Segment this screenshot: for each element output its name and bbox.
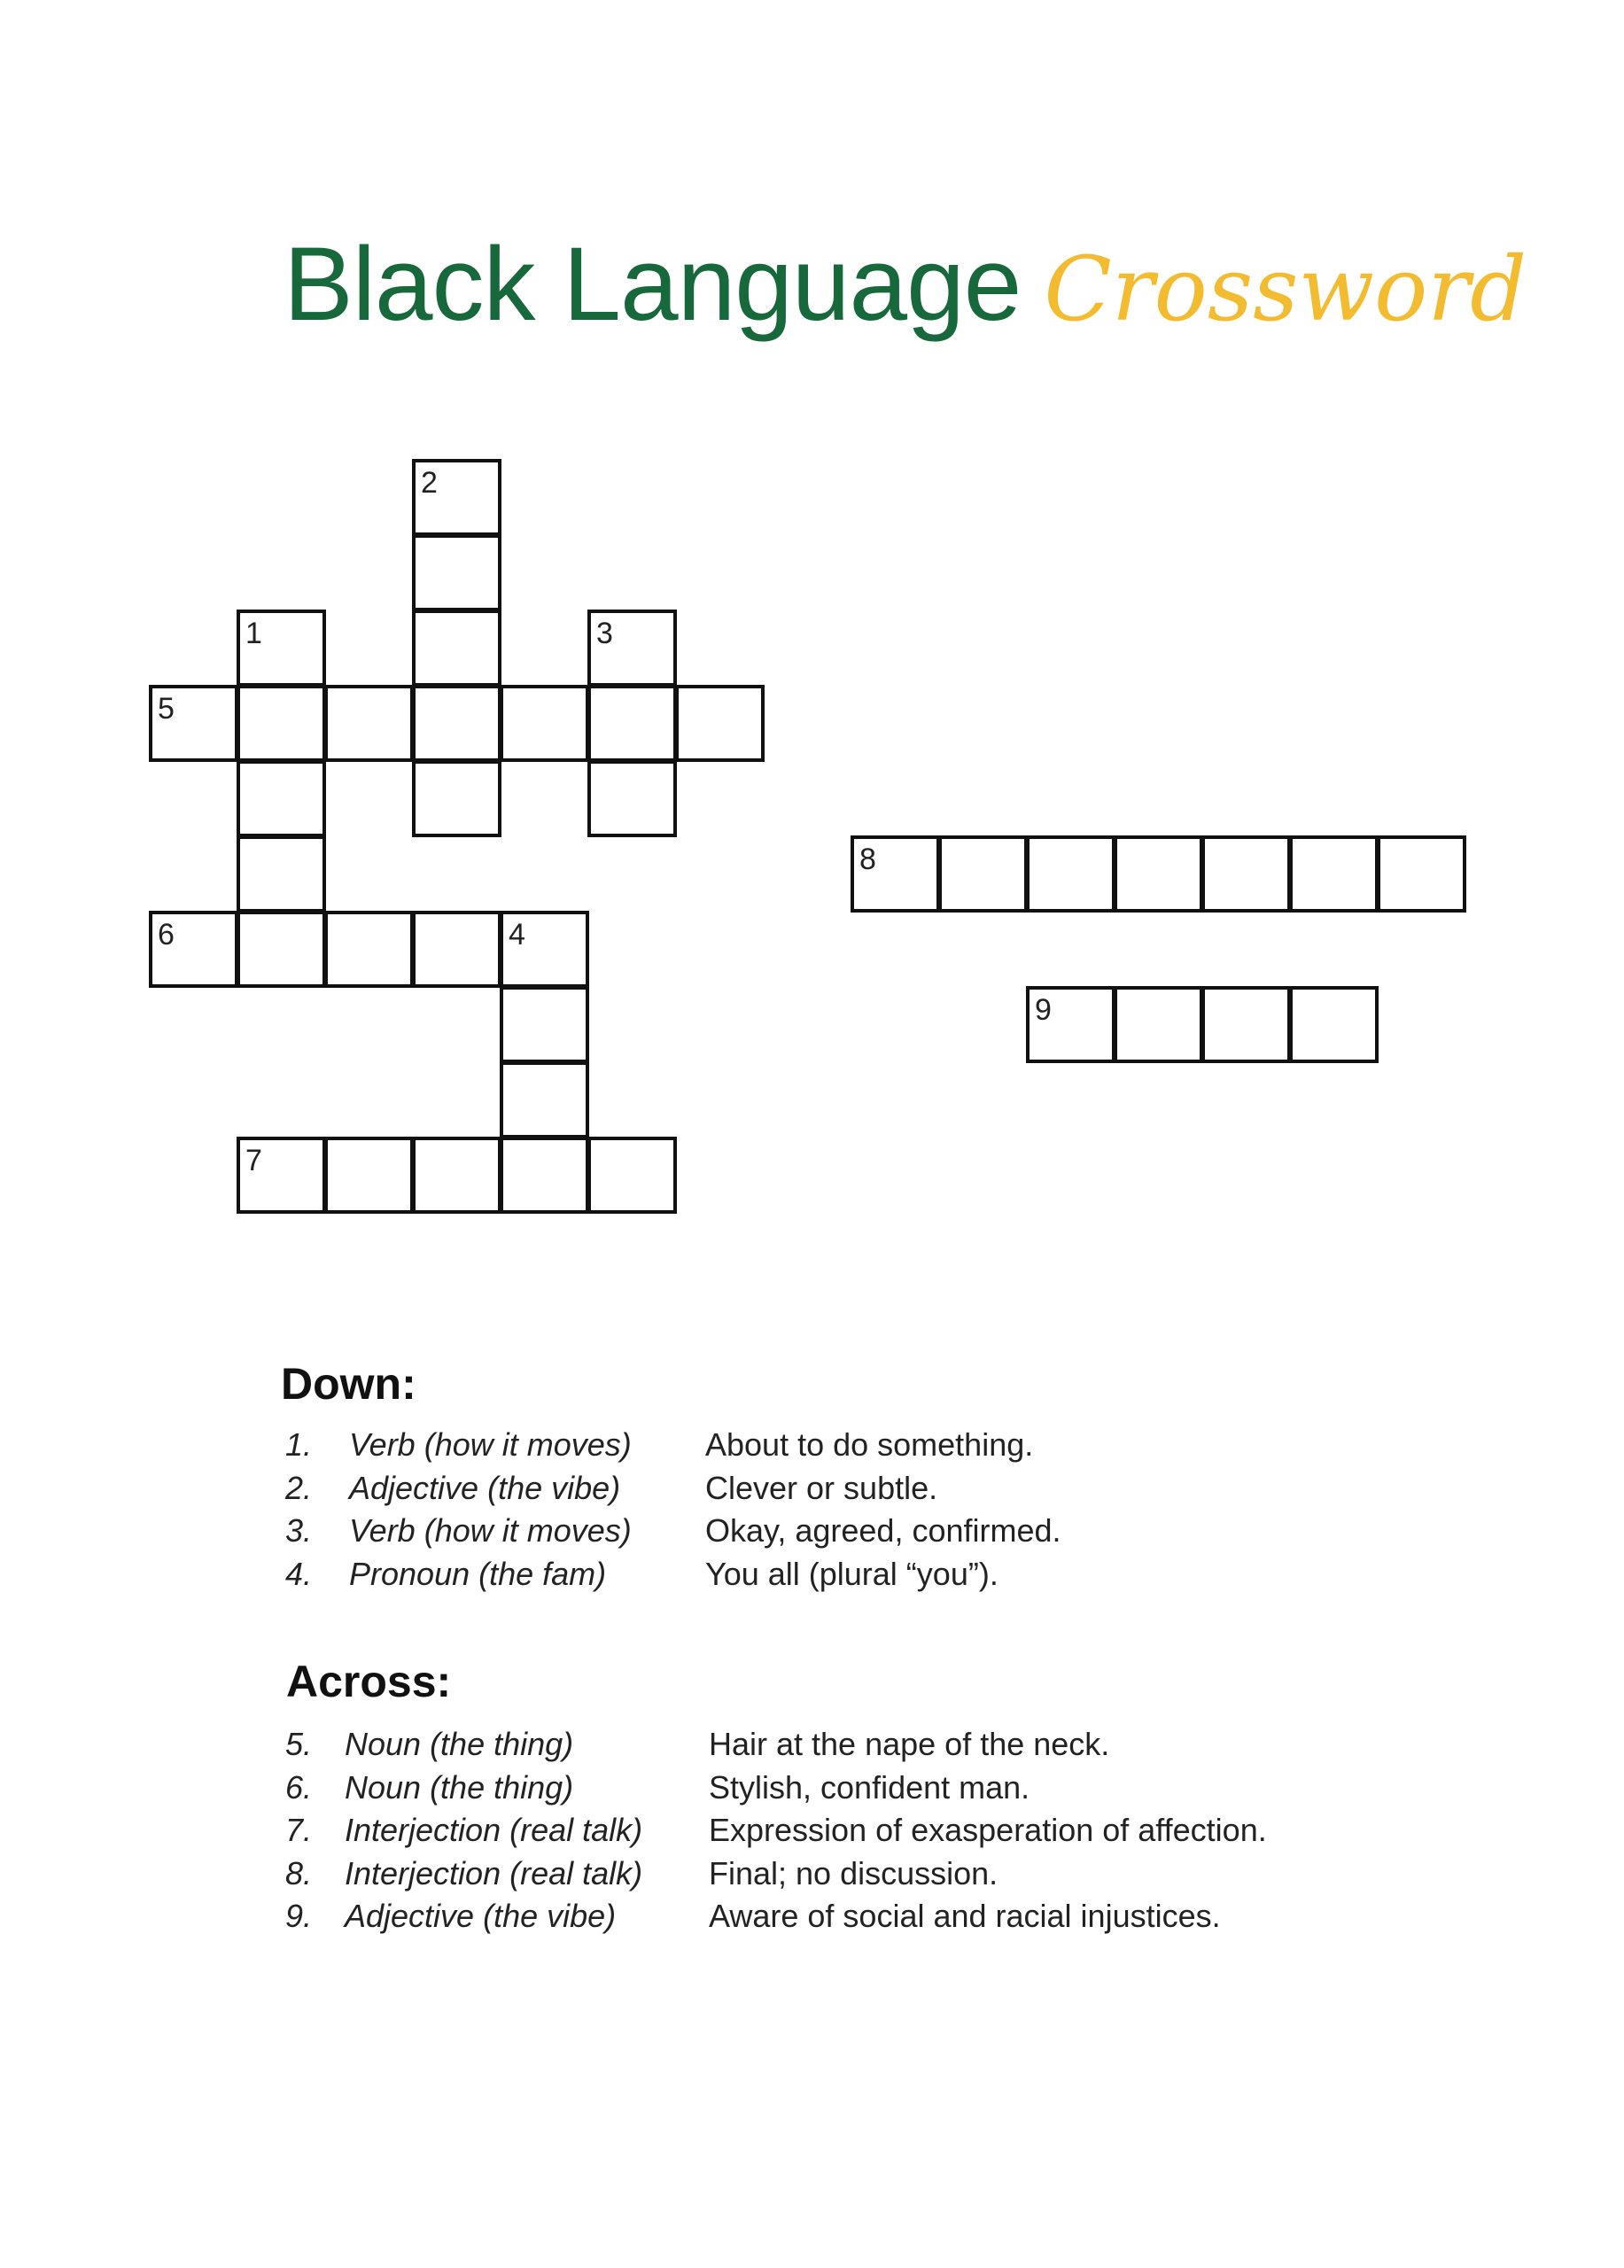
grid-cell[interactable] xyxy=(412,534,501,611)
grid-cell[interactable] xyxy=(237,760,326,837)
cell-number: 7 xyxy=(245,1144,262,1177)
clue-part-of-speech: Verb (how it moves) xyxy=(349,1426,632,1463)
clue-number: 9. xyxy=(285,1898,313,1934)
clue-definition: You all (plural “you”). xyxy=(705,1555,998,1592)
clue-part-of-speech: Interjection (real talk) xyxy=(345,1812,643,1848)
across-clue xyxy=(285,1723,1348,1767)
grid-cell[interactable] xyxy=(851,835,940,913)
grid-cell[interactable] xyxy=(237,835,326,913)
clue-number: 3. xyxy=(285,1512,313,1549)
clue-definition: Clever or subtle. xyxy=(705,1469,938,1506)
grid-cell[interactable] xyxy=(237,610,326,687)
grid-cell[interactable] xyxy=(500,986,589,1063)
grid-cell[interactable] xyxy=(1377,835,1466,913)
grid-cell[interactable] xyxy=(237,911,326,988)
down-clue xyxy=(285,1424,1083,1467)
grid-cell[interactable] xyxy=(237,685,326,762)
clue-part-of-speech: Noun (the thing) xyxy=(345,1768,574,1806)
clue-number: 6. xyxy=(285,1768,313,1806)
across-clue xyxy=(285,1895,1348,1938)
page-title xyxy=(284,226,1527,343)
grid-cell[interactable] xyxy=(1289,835,1379,913)
cell-number: 4 xyxy=(509,918,525,951)
grid-cell[interactable] xyxy=(587,1137,677,1214)
clue-number: 4. xyxy=(285,1555,313,1592)
grid-cell[interactable] xyxy=(237,1137,326,1214)
cell-number: 1 xyxy=(245,617,262,650)
clue-definition: Final; no discussion. xyxy=(709,1854,998,1891)
grid-cell[interactable] xyxy=(412,610,501,687)
grid-cell[interactable] xyxy=(1114,986,1203,1063)
across-clue xyxy=(285,1852,1348,1896)
clue-part-of-speech: Verb (how it moves) xyxy=(349,1512,632,1549)
cell-number: 5 xyxy=(158,692,175,726)
clue-number: 1. xyxy=(285,1426,313,1463)
clue-definition: Expression of exasperation of affection. xyxy=(709,1812,1267,1848)
grid-cell[interactable] xyxy=(412,459,501,536)
clue-definition: About to do something. xyxy=(705,1426,1034,1463)
grid-cell[interactable] xyxy=(587,685,677,762)
cell-number: 9 xyxy=(1035,993,1052,1027)
clue-number: 5. xyxy=(285,1726,313,1762)
grid-cell[interactable] xyxy=(1114,835,1203,913)
title-main: Black Language xyxy=(284,226,1022,343)
grid-cell[interactable] xyxy=(412,1137,501,1214)
down-clue xyxy=(285,1467,1083,1511)
down-heading: Down: xyxy=(281,1359,416,1409)
grid-cell[interactable] xyxy=(500,685,589,762)
grid-cell[interactable] xyxy=(500,911,589,988)
clue-part-of-speech: Adjective (the vibe) xyxy=(345,1898,617,1934)
grid-cell[interactable] xyxy=(149,685,238,762)
grid-cell[interactable] xyxy=(149,911,238,988)
clue-definition: Aware of social and racial injustices. xyxy=(709,1898,1221,1934)
across-heading: Across: xyxy=(286,1657,452,1706)
across-clue xyxy=(285,1767,1348,1810)
grid-cell[interactable] xyxy=(1289,986,1379,1063)
clue-number: 2. xyxy=(285,1469,313,1506)
clue-definition: Hair at the nape of the neck. xyxy=(709,1726,1110,1762)
clue-definition: Stylish, confident man. xyxy=(709,1768,1030,1806)
title-accent: Crossword xyxy=(1044,237,1527,341)
grid-cell[interactable] xyxy=(412,760,501,837)
clue-part-of-speech: Interjection (real talk) xyxy=(345,1854,643,1891)
grid-cell[interactable] xyxy=(412,911,501,988)
grid-cell[interactable] xyxy=(1201,835,1291,913)
grid-cell[interactable] xyxy=(1026,835,1115,913)
grid-cell[interactable] xyxy=(324,911,414,988)
grid-cell[interactable] xyxy=(324,1137,414,1214)
grid-cell[interactable] xyxy=(500,1137,589,1214)
clue-part-of-speech: Noun (the thing) xyxy=(345,1726,574,1762)
across-clue xyxy=(285,1809,1348,1852)
clue-part-of-speech: Adjective (the vibe) xyxy=(349,1469,621,1506)
clue-definition: Okay, agreed, confirmed. xyxy=(705,1512,1061,1549)
grid-cell[interactable] xyxy=(587,760,677,837)
down-clue xyxy=(285,1553,1083,1596)
cell-number: 8 xyxy=(859,843,876,876)
clue-part-of-speech: Pronoun (the fam) xyxy=(349,1555,607,1592)
clue-number: 8. xyxy=(285,1854,313,1891)
cell-number: 6 xyxy=(158,918,175,951)
grid-cell[interactable] xyxy=(324,685,414,762)
across-clue-list xyxy=(285,1723,1348,1938)
grid-cell[interactable] xyxy=(500,1061,589,1138)
grid-cell[interactable] xyxy=(938,835,1028,913)
clue-number: 7. xyxy=(285,1812,313,1848)
down-clue-list xyxy=(285,1424,1083,1596)
cell-number: 3 xyxy=(596,617,613,650)
cell-number: 2 xyxy=(421,466,438,500)
grid-cell[interactable] xyxy=(1026,986,1115,1063)
down-clue xyxy=(285,1510,1083,1553)
grid-cell[interactable] xyxy=(1201,986,1291,1063)
grid-cell[interactable] xyxy=(412,685,501,762)
grid-cell[interactable] xyxy=(675,685,765,762)
grid-cell[interactable] xyxy=(587,610,677,687)
